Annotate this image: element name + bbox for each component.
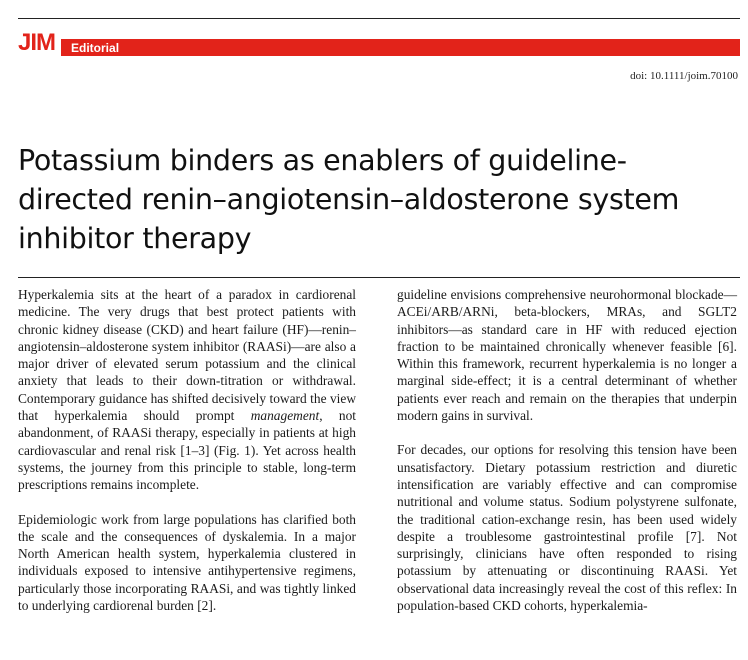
left-column bbox=[18, 286, 356, 631]
journal-header bbox=[18, 30, 740, 56]
doi-link[interactable]: doi: 10.1111/joim.70100 bbox=[630, 70, 738, 82]
top-rule bbox=[18, 18, 740, 19]
emphasis-text: management bbox=[250, 408, 320, 424]
paragraph-text: Hyperkalemia sits at the heart of a paradox in cardiorenal medicine. The very drugs that best protect patients with chronic kidney disease (CKD) and heart failure (HF)—renin–angiotensin–aldosterone system inhibitor (RAASi)—are also a major driver of elevated serum potassium and the clinical anxiety that leads to their down-titration or withdrawal. Contemporary guidance has shifted decisively toward the view that hyperkalemia should prompt bbox=[18, 287, 356, 424]
paragraph: Epidemiologic work from large populations has clarified both the scale and the consequences of dyskalemia. In a major North American health system, hyperkalemia clustered in individuals exposed to intensive antihypertensive regimens, particularly those incorporating RAASi, and was tightly linked to underlying cardiorenal burden [2]. bbox=[18, 511, 356, 614]
right-column bbox=[397, 286, 737, 631]
paragraph-text: , not abandonment, of RAASi therapy, especially in patients at high cardiovascular and renal risk [1–3] (Fig. 1). Yet across health systems, the journey from this principle to stable, long-term prescriptions remains incomplete. bbox=[18, 408, 356, 493]
paragraph bbox=[18, 286, 356, 494]
journal-logo[interactable]: JIM bbox=[18, 30, 61, 56]
section-label: Editorial bbox=[61, 39, 740, 56]
article-title: Potassium binders as enablers of guideline-directed renin–angiotensin–aldosterone system inhibitor therapy bbox=[18, 144, 680, 255]
paragraph: guideline envisions comprehensive neurohormonal blockade—ACEi/ARB/ARNi, beta-blockers, MRAs, and SGLT2 inhibitors—as standard care in HF with reduced ejection fraction to be maintained chronically whenever feasible [6]. Within this framework, recurrent hyperkalemia is no longer a marginal side-effect; it is a central determinant of whether patients ever reach and remain on the therapies that underpin modern gains in survival. bbox=[397, 287, 737, 424]
paragraph: For decades, our options for resolving this tension have been unsatisfactory. Dietary potassium restriction and diuretic intensification are variably effective and can compromise nutritional and volume status. Sodium polystyrene sulfonate, the traditional cation-exchange resin, has been used widely despite a troublesome gastrointestinal profile [7]. Not surprisingly, clinicians have often responded to rising potassium by attenuating or discontinuing RAASi. Yet observational data increasingly reveal the cost of this reflex: In population-based CKD cohorts, hyperkalemia- bbox=[397, 442, 737, 614]
title-divider bbox=[18, 277, 740, 278]
